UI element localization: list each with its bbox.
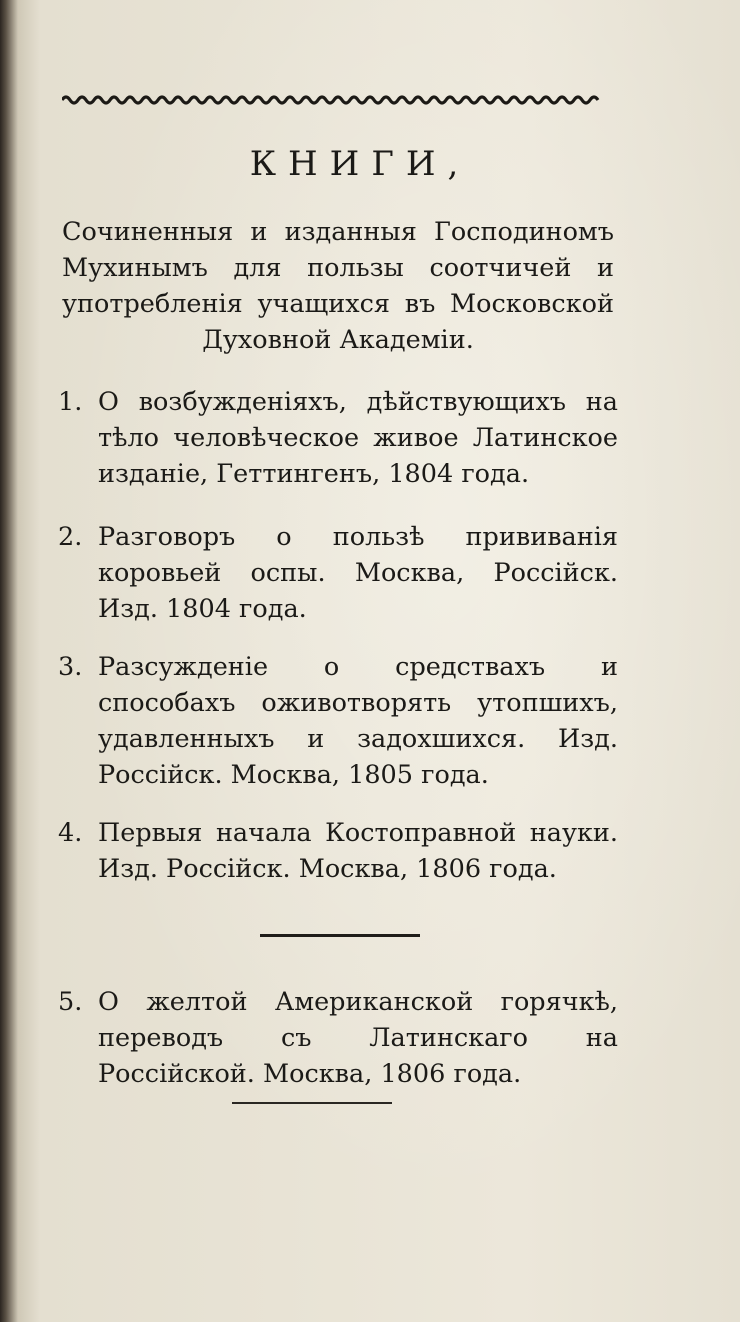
list-item — [58, 815, 618, 887]
page-subtitle: Сочиненныя и изданныя Господиномъ Мухинымъ для пользы соотчичей и употребленія учащихся въ Московской Духовной Академіи. — [62, 217, 614, 355]
list-item-number: 1. — [58, 387, 83, 417]
list-item — [58, 649, 618, 793]
list-item — [58, 984, 618, 1092]
list-item-text: Разсужденіе о средствахъ и способахъ оживотворять утопшихъ, удавленныхъ и задохшихся. Изд. Россійск. Москва, 1805 года. — [98, 652, 618, 790]
ornamental-wavy-rule — [62, 90, 602, 108]
list-item — [58, 519, 618, 627]
list-item-number: 5. — [58, 987, 83, 1017]
page-heading: КНИГИ, — [249, 144, 471, 184]
list-item-number: 3. — [58, 652, 83, 682]
list-item-number: 2. — [58, 522, 83, 552]
list-item-text: Первыя начала Костоправной науки. Изд. Россійск. Москва, 1806 года. — [98, 818, 618, 884]
list-item-text: О желтой Американской горячкѣ, переводъ съ Латинскаго на Россійской. Москва, 1806 года. — [98, 987, 618, 1089]
divider-rule — [232, 1102, 392, 1104]
divider-rule — [260, 934, 420, 937]
list-item-number: 4. — [58, 818, 83, 848]
list-item — [58, 384, 618, 492]
list-item-text: Разговоръ о пользѣ прививанія коровьей оспы. Москва, Россійск. Изд. 1804 года. — [98, 522, 618, 624]
list-item-text: О возбужденіяхъ, дѣйствующихъ на тѣло человѣческое живое Латинское изданіе, Геттингенъ, 1804 года. — [98, 387, 618, 489]
